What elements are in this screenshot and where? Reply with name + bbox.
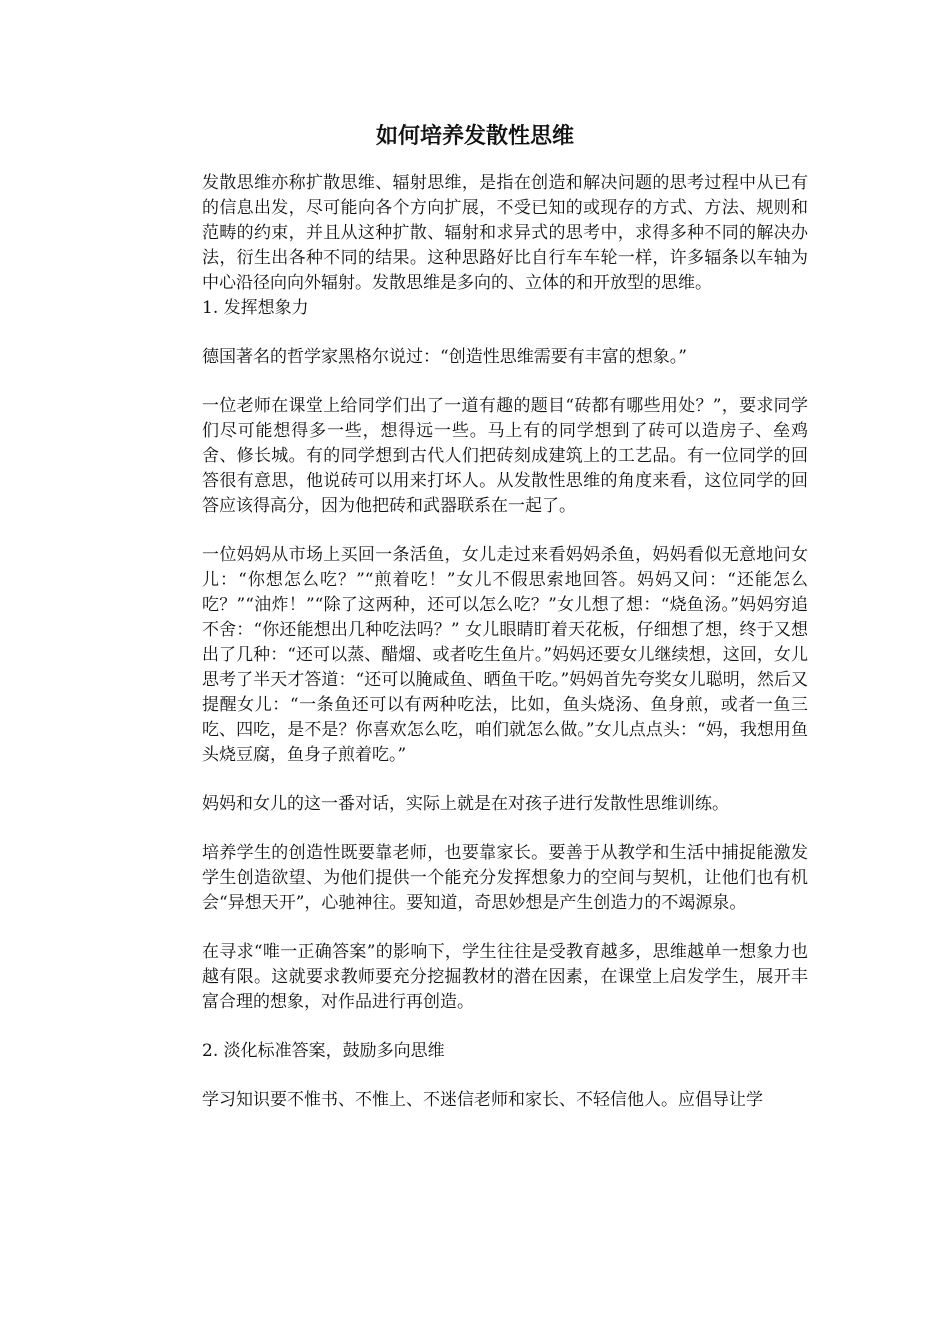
body-paragraph: 学习知识要不惟书、不惟上、不迷信老师和家长、不轻信他人。应倡导让学: [202, 1090, 763, 1110]
body-paragraph: 妈妈和女儿的这一番对话，实际上就是在对孩子进行发散性思维训练。: [202, 794, 729, 814]
section-heading: 2. 淡化标准答案，鼓励多向思维: [202, 1041, 445, 1061]
paragraph-spacer: [202, 1015, 808, 1039]
paragraph-spacer: [202, 519, 808, 543]
body-paragraph: 培养学生的创造性既要靠老师，也要靠家长。要善于从教学和生活中捕捉能激发学生创造欲望、为他们提供一个能充分发挥想象力的空间与契机，让他们也有机会“异想天开”，心驰神往。要知道，奇思妙想是产生创造力的不竭源泉。: [202, 843, 808, 913]
section-heading: 1. 发挥想象力: [202, 298, 309, 318]
paragraph-spacer: [202, 916, 808, 940]
paragraph-spacer: [202, 321, 808, 345]
body-paragraph: 发散思维亦称扩散思维、辐射思维，是指在创造和解决问题的思考过程中从已有的信息出发，尽可能向各个方向扩展，不受已知的或现存的方式、方法、规则和范畴的约束，并且从这种扩散、辐射和求异式的思考中，求得多种不同的解决办法，衍生出各种不同的结果。这种思路好比自行车车轮一样，许多辐条以车轴为中心沿径向向外辐射。发散思维是多向的、立体的和开放型的思维。: [202, 173, 808, 293]
paragraph-spacer: [202, 370, 808, 394]
document-body: [202, 171, 808, 1113]
paragraph-spacer: [202, 768, 808, 792]
paragraph-spacer: [202, 817, 808, 841]
body-paragraph: 德国著名的哲学家黑格尔说过：“创造性思维需要有丰富的想象。”: [202, 347, 687, 367]
body-paragraph: 一位妈妈从市场上买回一条活鱼，女儿走过来看妈妈杀鱼，妈妈看似无意地问女儿：“你想怎么吃？”“煎着吃！”女儿不假思索地回答。妈妈又问：“还能怎么吃？”“油炸！”“除了这两种，还可以怎么吃？”女儿想了想：“烧鱼汤。”妈妈穷追不舍：“你还能想出几种吃法吗？” 女儿眼睛盯着天花板，仔细想了想，终于又想出了几种：“还可以蒸、醋熘、或者吃生鱼片。”妈妈还要女儿继续想，这回，女儿思考了半天才答道：“还可以腌咸鱼、晒鱼干吃。”妈妈首先夸奖女儿聪明，然后又提醒女儿：“一条鱼还可以有两种吃法，比如，鱼头烧汤、鱼身煎，或者一鱼三吃、四吃，是不是？你喜欢怎么吃，咱们就怎么做。”女儿点点头：“妈，我想用鱼头烧豆腐，鱼身子煎着吃。”: [202, 545, 808, 765]
body-paragraph: 在寻求“唯一正确答案”的影响下，学生往往是受教育越多，思维越单一想象力也越有限。这就要求教师要充分挖掘教材的潜在因素，在课堂上启发学生，展开丰富合理的想象，对作品进行再创造。: [202, 942, 808, 1012]
paragraph-spacer: [202, 1064, 808, 1088]
document-title: 如何培养发散性思维: [375, 123, 574, 149]
body-paragraph: 一位老师在课堂上给同学们出了一道有趣的题目“砖都有哪些用处？”，要求同学们尽可能想得多一些，想得远一些。马上有的同学想到了砖可以造房子、垒鸡舍、修长城。有的同学想到古代人们把砖刻成建筑上的工艺品。有一位同学的回答很有意思，他说砖可以用来打坏人。从发散性思维的角度来看，这位同学的回答应该得高分，因为他把砖和武器联系在一起了。: [202, 396, 808, 516]
